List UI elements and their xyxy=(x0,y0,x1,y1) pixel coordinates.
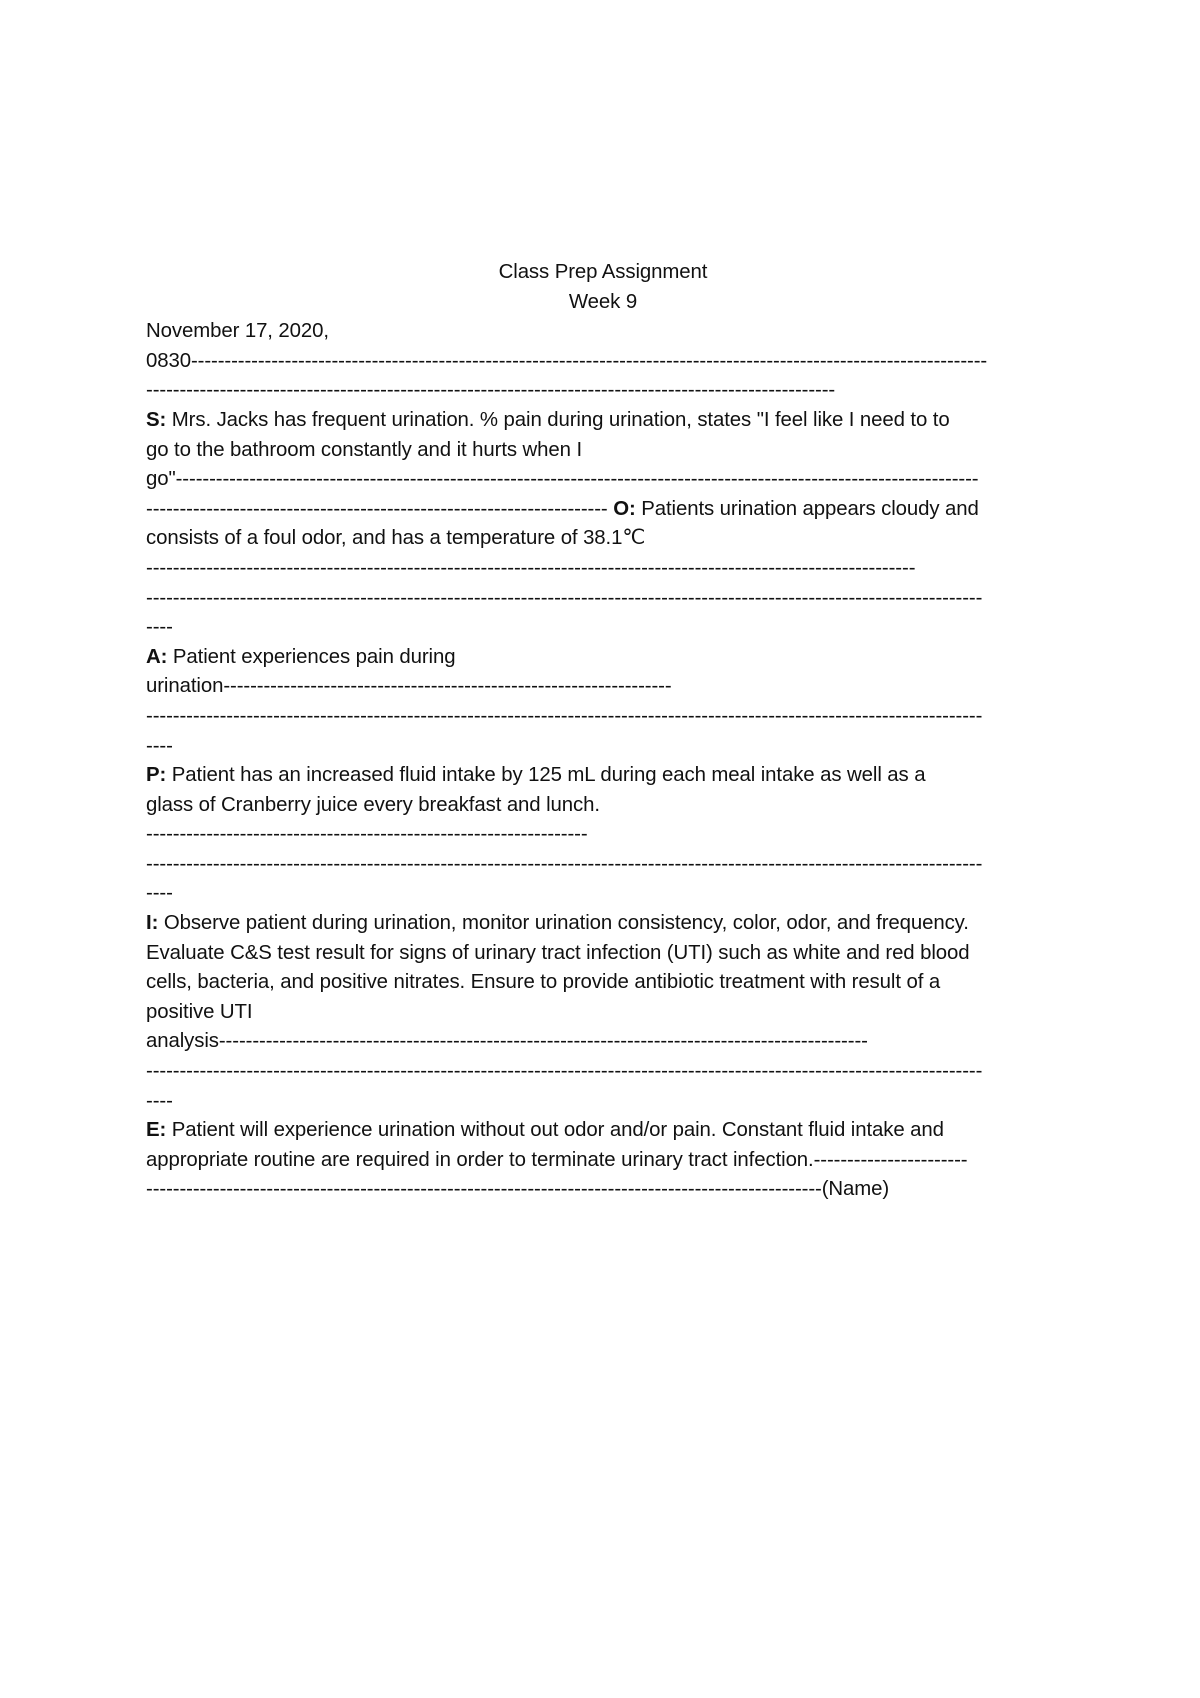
note-line xyxy=(146,643,1060,673)
section-label: E: xyxy=(146,1119,167,1142)
note-line: ---- xyxy=(146,734,173,757)
note-line: consists of a foul odor, and has a temperature of 38.1℃ xyxy=(146,527,646,550)
date-line: November 17, 2020, xyxy=(146,320,329,343)
note-line: ---- xyxy=(146,1089,173,1112)
note-line: analysis------------------------------------------------------------------------------------------------- xyxy=(146,1030,868,1053)
note-line: ---- xyxy=(146,616,173,639)
section-text: Patients urination appears cloudy and xyxy=(635,497,979,520)
soapie-note-lines xyxy=(146,347,1060,1205)
document-subtitle: Week 9 xyxy=(568,290,638,313)
note-line: Evaluate C&S test result for signs of urinary tract infection (UTI) such as white and red blood xyxy=(146,941,970,964)
section-text: Observe patient during urination, monitor urination consistency, color, odor, and frequency. xyxy=(158,912,969,935)
note-line: ------------------------------------------------------------------------------------------------------- xyxy=(146,379,836,402)
document-title: Class Prep Assignment xyxy=(498,261,708,283)
note-line: 0830----------------------------------------------------------------------------------------------------------------------- xyxy=(146,349,988,372)
section-label: S: xyxy=(146,408,167,431)
note-line: ---- xyxy=(146,882,173,905)
note-line: glass of Cranberry juice every breakfast and lunch. xyxy=(146,793,600,816)
note-line: positive UTI xyxy=(146,1000,253,1023)
document-body xyxy=(146,258,1060,1205)
note-line: ----------------------------------------------------------------------------------------------------------------------------- xyxy=(146,852,983,875)
note-line: ----------------------------------------------------------------------------------------------------------------------------- xyxy=(146,586,983,609)
note-line: ----------------------------------------------------------------------------------------------------------------------------- xyxy=(146,704,983,727)
note-line xyxy=(146,761,1060,791)
section-text: Patient has an increased fluid intake by 125 mL during each meal intake as well as a xyxy=(166,764,926,787)
note-line: go"------------------------------------------------------------------------------------------------------------------------ xyxy=(146,468,979,491)
note-line: cells, bacteria, and positive nitrates. Ensure to provide antibiotic treatment with result of a xyxy=(146,971,941,994)
dash-run: --------------------------------------------------------------------- xyxy=(146,497,614,520)
section-label: P: xyxy=(146,764,167,787)
note-line: go to the bathroom constantly and it hurts when I xyxy=(146,438,583,461)
section-text: Patient will experience urination without out odor and/or pain. Constant fluid intake and xyxy=(166,1119,944,1142)
note-line: appropriate routine are required in order to terminate urinary tract infection.----------------------- xyxy=(146,1148,968,1171)
section-text: Mrs. Jacks has frequent urination. % pain during urination, states "I feel like I need to to xyxy=(166,408,950,431)
note-line xyxy=(146,1116,1060,1146)
note-line xyxy=(146,909,1060,939)
note-line xyxy=(146,406,1060,436)
note-line: urination------------------------------------------------------------------- xyxy=(146,675,672,698)
section-label: O: xyxy=(613,497,636,520)
note-line: ------------------------------------------------------------------ xyxy=(146,823,588,846)
section-label: I: xyxy=(146,912,159,935)
section-label: A: xyxy=(146,645,168,668)
note-line: ------------------------------------------------------------------------------------------------------------------- xyxy=(146,556,916,579)
note-line: -----------------------------------------------------------------------------------------------------(Name) xyxy=(146,1178,890,1201)
note-line: ----------------------------------------------------------------------------------------------------------------------------- xyxy=(146,1060,983,1083)
note-line xyxy=(146,495,1060,525)
section-text: Patient experiences pain during xyxy=(167,645,456,668)
